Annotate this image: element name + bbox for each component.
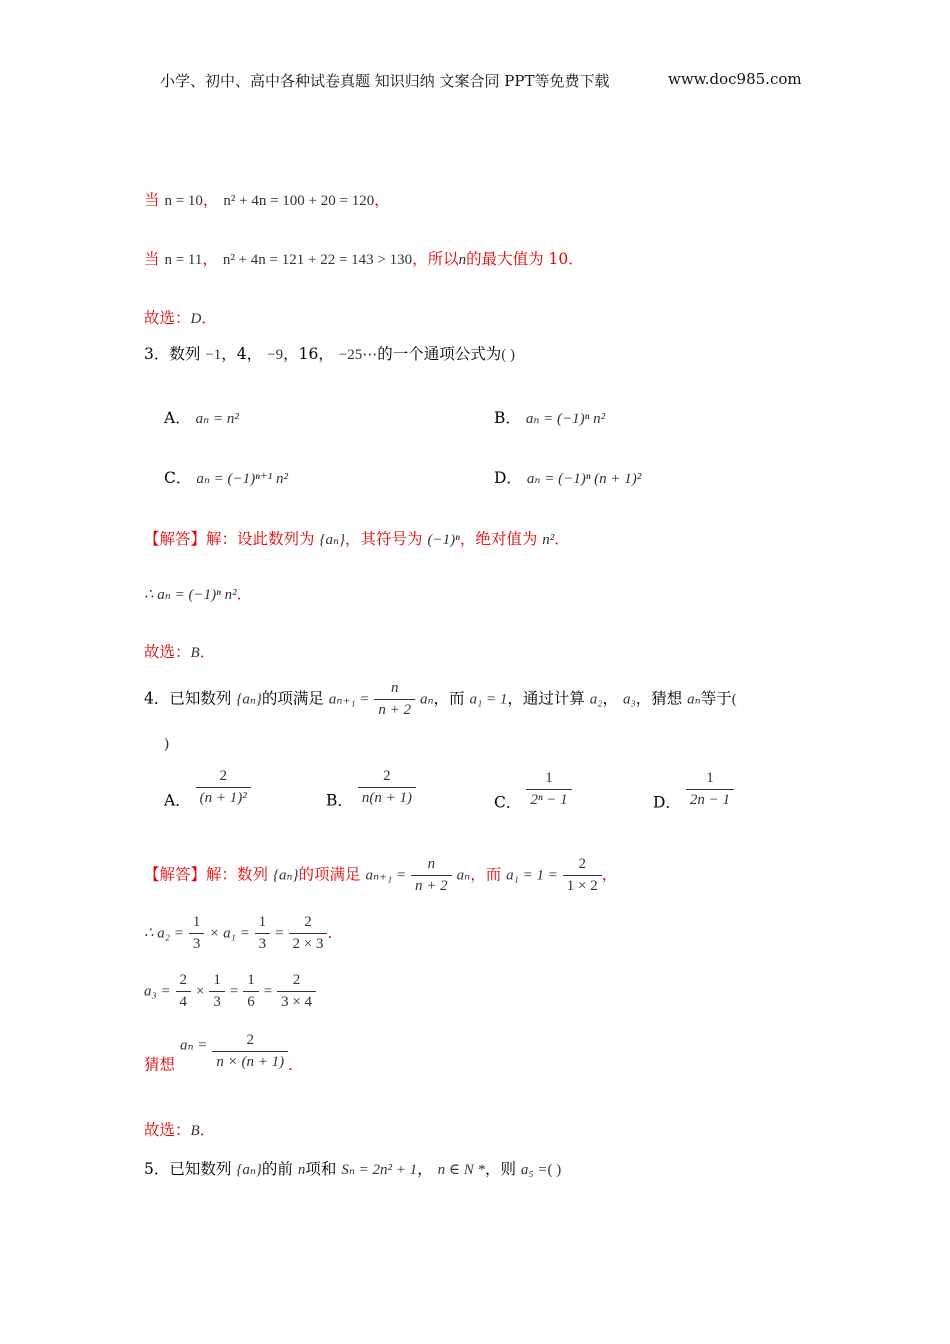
- q3-option-c[interactable]: C． aₙ = (−1)ⁿ⁺¹ n²: [164, 469, 289, 487]
- line2-suffix2: 的最大值为 10．: [466, 250, 584, 268]
- selection-1: 故选：D．: [144, 309, 217, 327]
- q4-step-1: ∴ a₂ = $\frac{1}{3}$ × a₁ = $\frac{1}{3}$ = $\frac{2}{2 \times 3}$ ．: [144, 914, 343, 952]
- line2-expr: n² + 4n = 121 + 22 = 143 > 130: [222, 252, 413, 268]
- line-1: 当 n = 10， n² + 4n = 100 + 20 = 120，: [144, 191, 390, 209]
- q4-paren-close: ): [164, 736, 169, 752]
- q4-step-2: a₃ = $\frac{2}{4}$ × $\frac{1}{3}$ = $\frac{1}{6}$ = $\frac{2}{3 \times 4}$: [144, 972, 316, 1011]
- q3-therefore: ∴ aₙ = (−1)ⁿ n²．: [144, 585, 253, 603]
- sel1-answer: D: [190, 311, 202, 327]
- q3-option-b[interactable]: B． aₙ = (−1)ⁿ n²: [494, 409, 606, 427]
- line1-cond: n = 10: [164, 193, 203, 209]
- q4-option-d[interactable]: D． $\frac{1}{2n - 1}$: [653, 770, 734, 813]
- line2-var: n: [458, 252, 467, 268]
- q4-option-b[interactable]: B． $\frac{2}{n(n + 1)}$: [326, 768, 416, 811]
- q3-selection: 故选：B．: [144, 643, 216, 661]
- q5-stem: 5．已知数列 {aₙ}的前 n项和 Sₙ = 2n² + 1， n ∈ N *，则 a₅ =( ): [144, 1160, 562, 1178]
- q4-option-c[interactable]: C． $\frac{1}{\text{2ⁿ − 1}}$: [494, 770, 572, 813]
- line2-prefix: 当: [144, 250, 160, 268]
- q3-stem: 3．数列 −1，4， −9，16， −25⋯的一个通项公式为( ): [144, 345, 515, 363]
- q4-rec-fraction: $\frac{n}{n + 2}$: [374, 680, 415, 719]
- q4-selection: 故选：B．: [144, 1121, 216, 1139]
- q3-paren: ( ): [501, 347, 515, 363]
- line2-suffix1: ，所以: [412, 250, 459, 268]
- line1-expr: n² + 4n = 100 + 20 = 120: [223, 193, 375, 209]
- header-left: 小学、初中、高中各种试卷真题 知识归纳 文案合同 PPT等免费下载: [160, 72, 610, 90]
- q3-option-a[interactable]: A． aₙ = n²: [164, 409, 239, 427]
- header-url[interactable]: www.doc985.com: [668, 70, 802, 88]
- line-2: 当 n = 11， n² + 4n = 121 + 22 = 143 > 130，所以n的最大值为 10．: [144, 250, 584, 268]
- q4-answer: 【解答】解：数列 {aₙ}的项满足 aₙ₊₁ = $\frac{n}{n + 2}$ aₙ，而 a₁ = 1 = $\frac{2}{1 \times 2}$ ，: [144, 856, 618, 894]
- q3-answer: 【解答】解：设此数列为 {aₙ}，其符号为 (−1)ⁿ，绝对值为 n²．: [144, 530, 570, 548]
- line1-prefix: 当: [144, 191, 160, 209]
- q4-option-a[interactable]: A． $\frac{2}{\text{(n + 1)²}}$: [164, 768, 251, 811]
- sel1-label: 故选：: [144, 309, 191, 327]
- line2-cond: n = 11: [164, 252, 203, 268]
- q4-stem: 4．已知数列 {aₙ}的项满足 aₙ₊₁ = $\frac{n}{n + 2}$ aₙ，而 a₁ = 1，通过计算 a₂， a₃，猜想 aₙ等于(: [144, 680, 737, 718]
- q4-guess: 猜想 aₙ = $\frac{2}{n \times (n + 1)}$ ．: [144, 1032, 304, 1074]
- q3-option-d[interactable]: D． aₙ = (−1)ⁿ (n + 1)²: [494, 469, 642, 487]
